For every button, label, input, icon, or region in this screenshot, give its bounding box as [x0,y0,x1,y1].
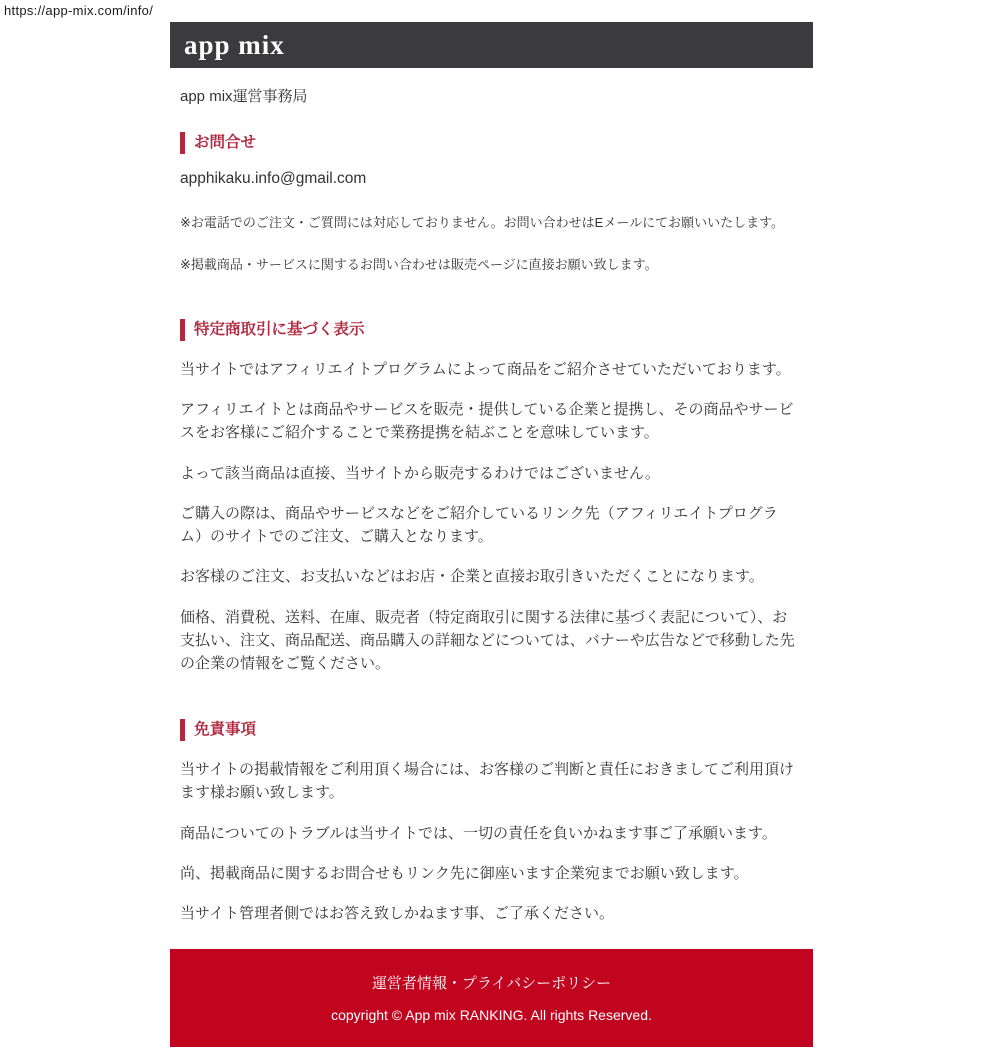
main-column [170,22,813,925]
paragraph: 当サイトの掲載情報をご利用頂く場合には、お客様のご判断と責任におきましてご利用頂けます様お願い致します。 [180,761,794,802]
page-content [170,85,813,925]
operator-name-text: app mix運営事務局 [180,88,308,105]
contact-section-heading: お問合せ [180,132,799,154]
paragraph: 当サイト管理者側ではお答え致しかねます事、ご了承ください。 [180,905,614,923]
section-contact [180,132,799,275]
section-commercial-law [180,319,799,675]
site-title: app mix [184,29,285,60]
paragraph: ご購入の際は、商品やサービスなどをご紹介しているリンク先（アフィリエイトプログラム）のサイトでのご注文、ご購入となります。 [180,504,778,546]
contact-note: ※掲載商品・サービスに関するお問い合わせは販売ページに直接お願い致します。 [180,257,658,273]
disclaimer-section-heading: 免責事項 [180,719,799,741]
section-disclaimer [180,719,799,925]
page-url: https://app-mix.com/info/ [4,3,154,18]
contact-email-address: apphikaku.info@gmail.com [180,169,367,187]
commercial-law-section-heading: 特定商取引に基づく表示 [180,319,799,341]
paragraph: お客様のご注文、お支払いなどはお店・企業と直接お取引きいただくことになります。 [180,568,764,586]
paragraph: アフィリエイトとは商品やサービスを販売・提供している企業と提携し、その商品やサービスをお客様にご紹介することで業務提携を結ぶことを意味しています。 [180,401,794,442]
paragraph: 価格、消費税、送料、在庫、販売者（特定商取引に関する法律に基づく表記について）、お支払い、注文、商品配送、商品購入の詳細などについては、バナーや広告などで移動した先の企業の情報をご覧ください。 [180,608,795,673]
contact-note: ※お電話でのご注文・ご質問には対応しておりません。お問い合わせはEメールにてお願いいたします。 [180,214,785,230]
footer [170,949,813,1047]
paragraph: よって該当商品は直接、当サイトから販売するわけではございません。 [180,464,660,482]
paragraph: 当サイトではアフィリエイトプログラムによって商品をご紹介させていただいております。 [180,360,791,378]
site-header-banner [170,22,813,68]
paragraph: 尚、掲載商品に関するお問合せもリンク先に御座います企業宛までお願い致します。 [180,864,749,882]
copyright-text: copyright © App mix RANKING. All rights Reserved. [331,1007,652,1024]
paragraph: 商品についてのトラブルは当サイトでは、一切の責任を負いかねます事ご了承願います。 [180,824,777,842]
privacy-policy-link[interactable]: 運営者情報・プライバシーポリシー [371,975,612,993]
